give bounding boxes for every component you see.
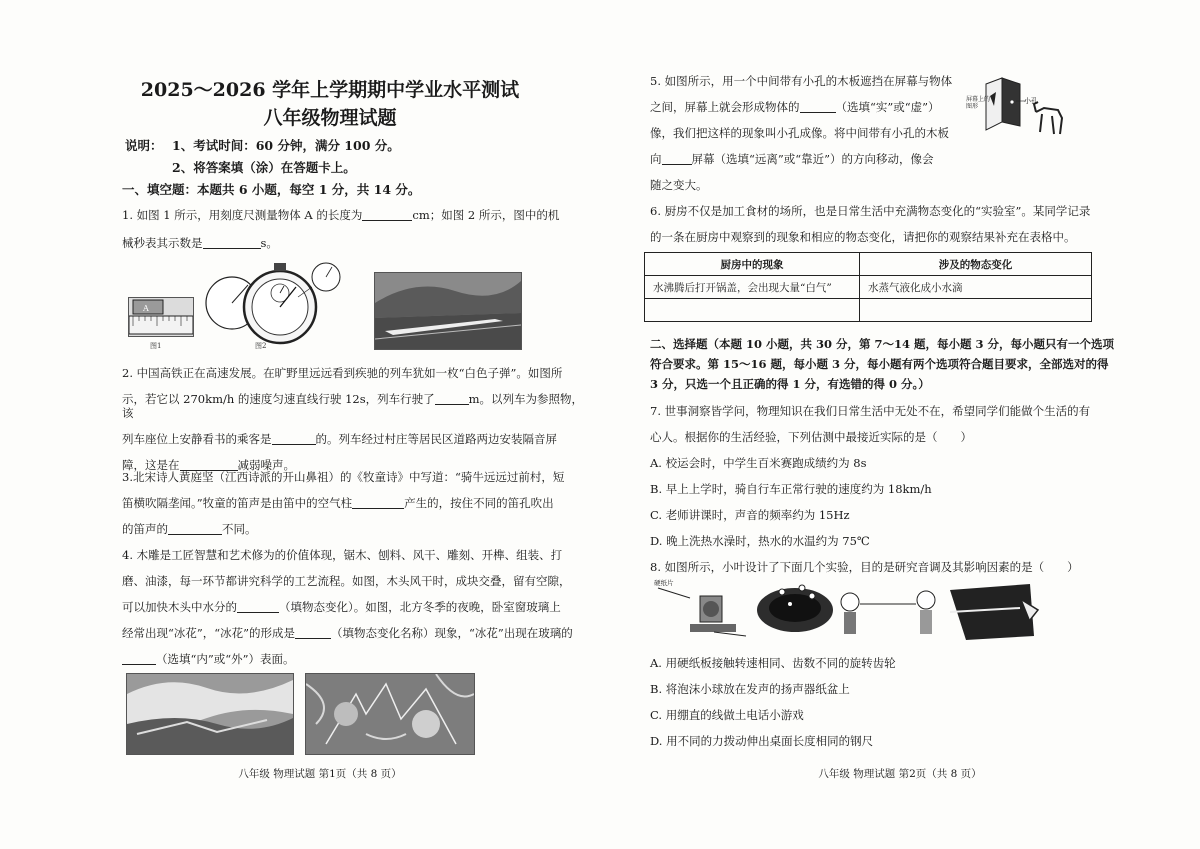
question-1 bbox=[122, 208, 592, 250]
q4-line1: 4. 木雕是工匠智慧和艺术修为的价值体现，锯木、刨料、风干、雕刻、开榫、组装、打 bbox=[122, 548, 563, 562]
table-header-phenomenon: 厨房中的现象 bbox=[645, 253, 860, 276]
q8-figure-label: 硬纸片 bbox=[654, 579, 674, 587]
exam-subtitle: 八年级物理试题 bbox=[263, 107, 397, 129]
answer-blank[interactable] bbox=[295, 626, 331, 639]
q8-option-a: A. 用硬纸板接触转速相同、齿数不同的旋转齿轮 bbox=[650, 656, 896, 670]
q3-line3a: 的笛声的 bbox=[122, 522, 168, 536]
answer-blank[interactable] bbox=[203, 236, 261, 249]
answer-blank[interactable] bbox=[237, 600, 279, 613]
q7-option-d: D. 晚上洗热水澡时，热水的水温约为 75℃ bbox=[650, 534, 870, 548]
answer-blank[interactable] bbox=[662, 152, 692, 165]
table-cell-blank[interactable] bbox=[645, 299, 860, 322]
table-row bbox=[645, 276, 1092, 299]
exam-title: 2025～2026 学年上学期期中学业水平测试 bbox=[140, 79, 520, 101]
pinhole-screen-label: 屏幕上的图形 bbox=[966, 96, 991, 110]
q1-line1a: 1. 如图 1 所示，用刻度尺测量物体 A 的长度为 bbox=[122, 208, 363, 222]
q3-line3b: 不同。 bbox=[222, 522, 257, 536]
wood-drying-photo bbox=[126, 673, 294, 755]
q5-line4a: 向 bbox=[650, 152, 662, 166]
section-2-heading bbox=[650, 334, 1140, 394]
section-2-line1: 二、选择题（本题 10 小题，共 30 分，第 7～14 题，每小题 3 分，每小题只有一个选项 bbox=[650, 337, 1115, 351]
q4-line4b: （填物态变化名称）现象，“冰花”出现在玻璃的 bbox=[331, 626, 573, 640]
q5-line4b: 屏幕（选填“远离”或“靠近”）的方向移动，像会 bbox=[691, 152, 934, 166]
page-1-footer: 八年级 物理试题 第1页（共 8 页） bbox=[238, 768, 402, 780]
question-8-options bbox=[650, 656, 1120, 748]
table-cell-phenomenon: 水沸腾后打开锅盖，会出现大量“白气” bbox=[645, 276, 860, 299]
pinhole-figure bbox=[972, 74, 1092, 144]
q8-experiments-figure bbox=[650, 580, 1040, 644]
q4-line3b: （填物态变化）。如图，北方冬季的夜晚，卧室窗玻璃上 bbox=[279, 600, 561, 614]
q3-line2a: 笛横吹隔垄闻。”牧童的笛声是由笛中的空气柱 bbox=[122, 496, 353, 510]
note-1: 1、考试时间：60 分钟，满分 100 分。 bbox=[172, 138, 400, 153]
section-2-line3: 3 分，只选一个且正确的得 1 分，有选错的得 0 分。） bbox=[650, 377, 930, 391]
q8-option-d: D. 用不同的力拨动伸出桌面长度相同的钢尺 bbox=[650, 734, 874, 748]
page-1 bbox=[0, 0, 584, 849]
q2-line3a: 列车座位上安静看书的乘客是 bbox=[122, 432, 272, 446]
q3-line2b: 产生的，按住不同的笛孔吹出 bbox=[404, 496, 554, 510]
q5-line3: 像，我们把这样的现象叫小孔成像。将中间带有小孔的木板 bbox=[650, 126, 949, 140]
q7-line1: 7. 世事洞察皆学问，物理知识在我们日常生活中无处不在，希望同学们能做个生活的有 bbox=[650, 404, 1091, 418]
q4-line4a: 经常出现“冰花”，“冰花”的形成是 bbox=[122, 626, 296, 640]
high-speed-train-photo bbox=[374, 272, 522, 350]
q2-line2a: 示，若它以 270km/h 的速度匀速直线行驶 12s，列车行驶了 bbox=[122, 392, 435, 406]
question-4 bbox=[122, 548, 594, 666]
question-8-stem: 8. 如图所示，小叶设计了下面几个实验，目的是研究音调及其影响因素的是（ ） bbox=[650, 560, 1079, 574]
answer-blank[interactable] bbox=[122, 652, 156, 665]
question-5 bbox=[650, 74, 980, 192]
question-6 bbox=[650, 204, 1120, 244]
answer-blank[interactable] bbox=[168, 522, 222, 535]
table-row-empty bbox=[645, 299, 1092, 322]
q6-line2: 的一条在厨房中观察到的现象和相应的物态变化，请把你的观察结果补充在表格中。 bbox=[650, 230, 1076, 244]
svg-text:A: A bbox=[143, 304, 149, 313]
figure-2-caption: 图2 bbox=[255, 342, 267, 350]
q2-line4a: 障，这是在 bbox=[122, 458, 180, 472]
q1-line2a: 械秒表其示数是 bbox=[122, 236, 203, 250]
q8-option-b: B. 将泡沫小球放在发声的扬声器纸盆上 bbox=[650, 682, 850, 696]
q2-line2b: m。以列车为参照物，该 bbox=[122, 392, 584, 420]
page-2-footer: 八年级 物理试题 第2页（共 8 页） bbox=[818, 768, 982, 780]
answer-blank[interactable] bbox=[435, 392, 469, 405]
figure-1-caption: 图1 bbox=[150, 342, 162, 350]
kitchen-observation-table bbox=[644, 252, 1092, 322]
page-2 bbox=[620, 0, 1180, 849]
table-header-state-change: 涉及的物态变化 bbox=[860, 253, 1092, 276]
table-cell-blank[interactable] bbox=[860, 299, 1092, 322]
question-2 bbox=[122, 366, 592, 472]
notes-label: 说明： bbox=[125, 138, 163, 153]
q6-line1: 6. 厨房不仅是加工食材的场所，也是日常生活中充满物态变化的“实验室”。某同学记录 bbox=[650, 204, 1091, 218]
q7-option-c: C. 老师讲课时，声音的频率约为 15Hz bbox=[650, 508, 850, 522]
section-2-line2: 符合要求。第 15～16 题，每小题 3 分，每小题有两个选项符合题目要求，全部选对的得 bbox=[650, 357, 1109, 371]
q1-line2b: s。 bbox=[260, 236, 278, 250]
question-3 bbox=[122, 470, 592, 536]
pinhole-hole-label: 小孔 bbox=[1024, 97, 1038, 105]
q5-line5: 随之变大。 bbox=[650, 178, 708, 192]
q1-line1b: cm；如图 2 所示，图中的机 bbox=[412, 208, 560, 222]
answer-blank[interactable] bbox=[362, 208, 412, 221]
q3-line1: 3.北宋诗人黄庭坚（江西诗派的开山鼻祖）的《牧童诗》中写道：“骑牛远远过前村，短 bbox=[122, 470, 565, 484]
q2-line4b: 减弱噪声。 bbox=[237, 458, 295, 472]
answer-blank[interactable] bbox=[272, 432, 316, 445]
q2-line1: 2. 中国高铁正在高速发展。在旷野里远远看到疾驰的列车犹如一枚“白色子弹”。如图所 bbox=[122, 366, 563, 380]
answer-blank[interactable] bbox=[352, 496, 404, 509]
q7-option-b: B. 早上上学时，骑自行车正常行驶的速度约为 18km/h bbox=[650, 482, 932, 496]
q5-line2b: （选填“实”或“虚”） bbox=[835, 100, 940, 114]
ice-flower-window-photo bbox=[305, 673, 475, 755]
stopwatch-figure bbox=[200, 255, 350, 350]
answer-blank[interactable] bbox=[800, 100, 836, 113]
q4-line2: 磨、油漆，每一环节都讲究科学的工艺流程。如图，木头风干时，成块交叠，留有空隙， bbox=[122, 574, 571, 588]
q5-line1: 5. 如图所示，用一个中间带有小孔的木板遮挡在屏幕与物体 bbox=[650, 74, 953, 88]
ruler-figure bbox=[128, 297, 194, 337]
section-1-heading: 一、填空题：本题共 6 小题，每空 1 分，共 14 分。 bbox=[122, 182, 421, 197]
q2-line3b: 的。列车经过村庄等居民区道路两边安装隔音屏 bbox=[315, 432, 557, 446]
q7-option-a: A. 校运会时，中学生百米赛跑成绩约为 8s bbox=[650, 456, 867, 470]
q5-line2a: 之间，屏幕上就会形成物体的 bbox=[650, 100, 800, 114]
question-7 bbox=[650, 404, 1120, 548]
q8-option-c: C. 用绷直的线做土电话小游戏 bbox=[650, 708, 804, 722]
q7-line2: 心人。根据你的生活经验，下列估测中最接近实际的是（ ） bbox=[650, 430, 972, 444]
note-2: 2、将答案填（涂）在答题卡上。 bbox=[172, 160, 356, 175]
q4-line3a: 可以加快木头中水分的 bbox=[122, 600, 237, 614]
q4-line5b: （选填“内”或“外”）表面。 bbox=[156, 652, 295, 666]
table-cell-state-change: 水蒸气液化成小水滴 bbox=[860, 276, 1092, 299]
